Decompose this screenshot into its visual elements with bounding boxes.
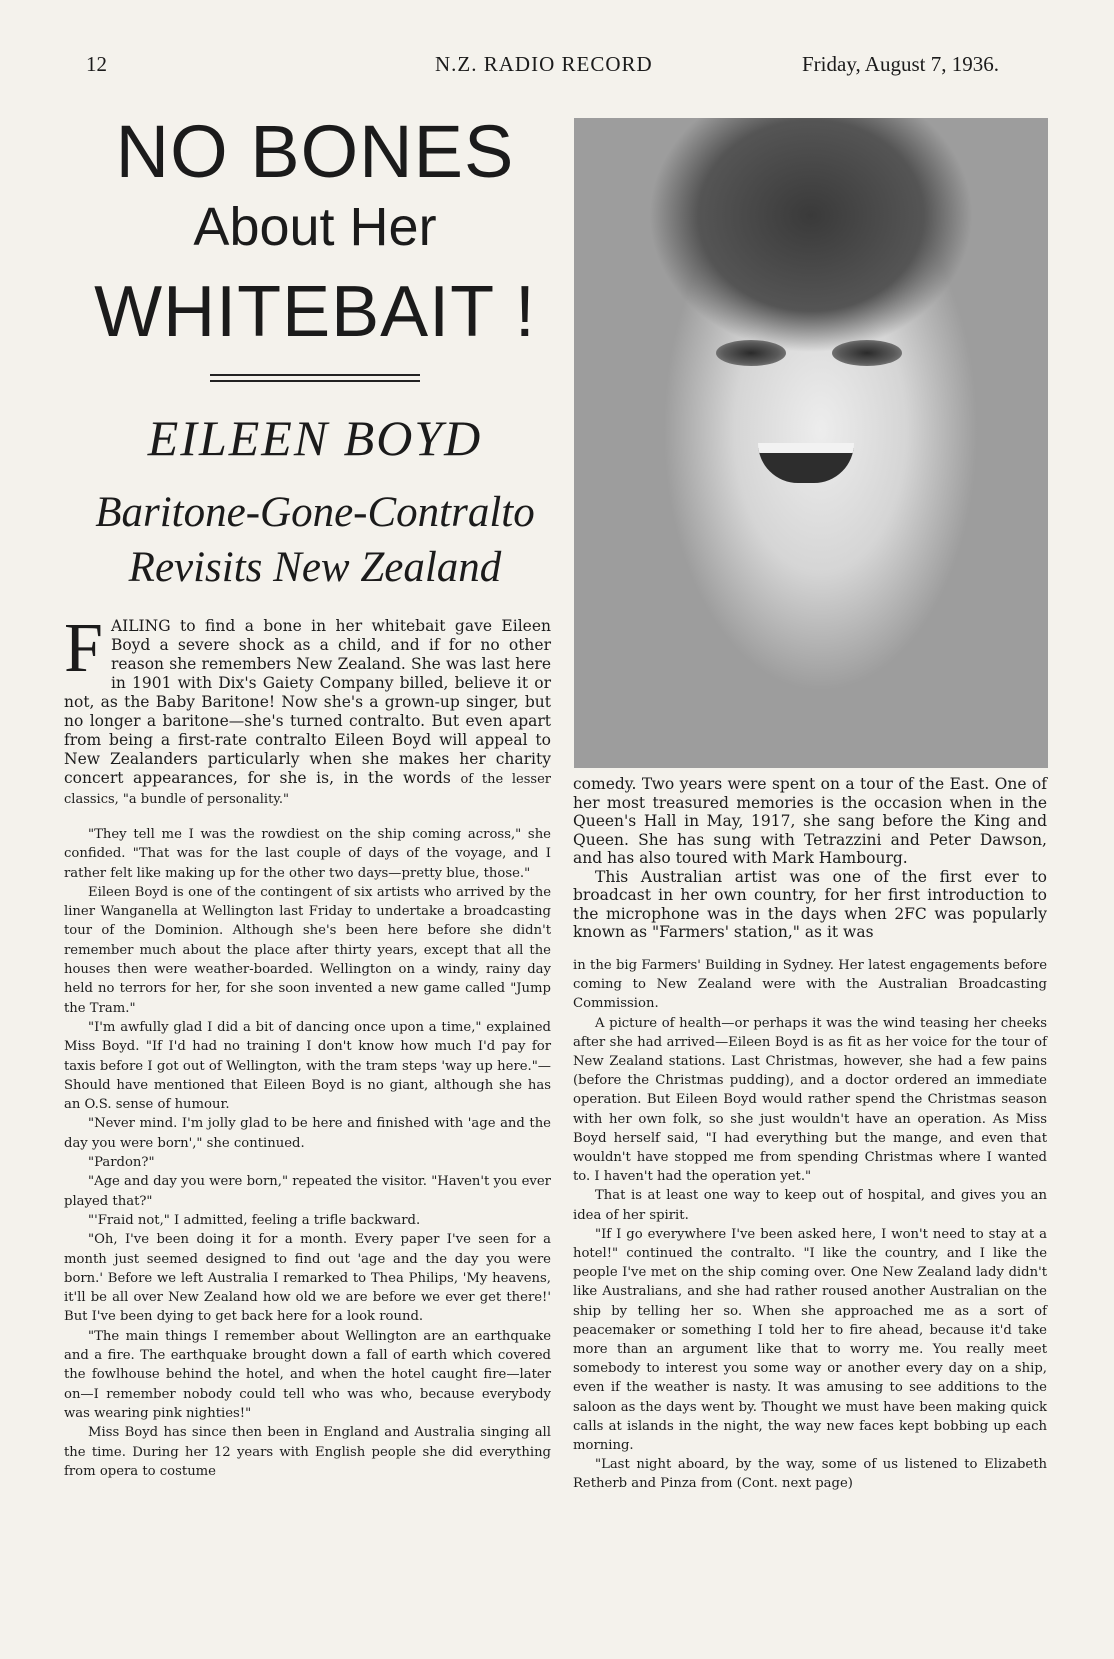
paragraph: in the big Farmers' Building in Sydney. Her latest engagements before coming to New Zealand were with the Australian Broadcasting Commission. bbox=[573, 958, 1047, 1012]
portrait-smile bbox=[758, 443, 854, 483]
page-header bbox=[0, 52, 1114, 82]
artist-name: EILEEN BOYD bbox=[147, 410, 483, 466]
headline-divider bbox=[210, 374, 420, 376]
paragraph: "If I go everywhere I've been asked here, I won't need to stay at a hotel!" continued the contralto. "I like the country, and I like the people I've met on the ship coming over. One New Zealand lady didn't like Australians, and she had rather roused another Australian on the ship by telling her so. When she approached me as a sort of peacemaker or something I told her to fire ahead, because it'd take more than an argument like that to worry me. You really meet somebody to interest you some way or another every day on a ship, even if the weather is nasty. It was amusing to see additions to the saloon as the days went by. Thought we must have been making quick calls at islands in the night, the way new faces kept bobbing up each morning. bbox=[573, 1226, 1047, 1454]
publication-title: N.Z. RADIO RECORD bbox=[435, 52, 653, 76]
headline-line-1: NO BONES bbox=[115, 110, 515, 193]
subtitle-line-1: Baritone-Gone-Contralto bbox=[95, 489, 535, 536]
paragraph: "Age and day you were born," repeated the visitor. "Haven't you ever played that?" bbox=[64, 1174, 551, 1209]
paragraph: "The main things I remember about Wellington are an earthquake and a fire. The earthquake brought down a fall of earth which covered the fowlhouse behind the hotel, and when the hotel caught fire—later on—I remember nobody could tell who was who, because everybody was wearing pink nighties!" bbox=[64, 1328, 551, 1421]
paragraph: "Never mind. I'm jolly glad to be here and finished with 'age and the day you were born'," she continued. bbox=[64, 1116, 551, 1151]
lead-text: AILING to find a bone in her whitebait gave Eileen Boyd a severe shock as a child, and if for no other reason she remembers New Zealand. She was last here in 1901 with Dix's Gaiety Company billed, believe it or not, as the Baby Baritone! Now she's a grown-up singer, but no longer a baritone—she's turned contralto. But even apart from being a first-rate contralto Eileen Boyd will appeal to New Zealanders particularly when she makes her charity concert appearances, for she is, in the words bbox=[64, 617, 551, 787]
paragraph: "I'm awfully glad I did a bit of dancing once upon a time," explained Miss Boyd. "If I'd had no training I don't know how much I'd pay for taxis before I got out of Wellington, with the tram steps 'way up here."—Should have mentioned that Eileen Boyd is no giant, although she has an O.S. sense of humour. bbox=[64, 1019, 551, 1113]
drop-cap: F bbox=[64, 610, 103, 687]
paragraph: comedy. Two years were spent on a tour of the East. One of her most treasured memories is the occasion when in the Queen's Hall in May, 1917, she sang before the King and Queen. She has sung with Tetrazzini and Peter Dawson, and has also toured with Mark Hambourg. bbox=[573, 775, 1047, 867]
paragraph: "'Fraid not," I admitted, feeling a trifle backward. bbox=[88, 1212, 421, 1228]
portrait-right-eye bbox=[832, 340, 902, 366]
subtitle-line-2: Revisits New Zealand bbox=[128, 544, 502, 591]
paragraph: "Oh, I've been doing it for a month. Every paper I've seen for a month just seemed designed to find out 'age and the day you were born.' Before we left Australia I remarked to Thea Philips, 'My heavens, it'll be all over New Zealand how old we are before we ever get there!' But I've been dying to get back here for a look round. bbox=[64, 1232, 551, 1325]
right-column bbox=[573, 956, 1047, 1494]
portrait-left-eye bbox=[716, 340, 786, 366]
headline-divider-lower bbox=[210, 380, 420, 382]
paragraph: "They tell me I was the rowdiest on the ship coming across," she confided. "That was for the last couple of days of the voyage, and I rather felt like making up for the other two days—pretty blue, those." bbox=[64, 827, 551, 881]
lead-text-tail: of the lesser classics, "a bundle of personality." bbox=[64, 772, 552, 807]
paragraph: "Pardon?" bbox=[88, 1155, 155, 1171]
paragraph: That is at least one way to keep out of hospital, and gives you an idea of her spirit. bbox=[573, 1188, 1047, 1223]
paragraph: This Australian artist was one of the first ever to broadcast in her own country, for her first introduction to the microphone was in the days when 2FC was popularly known as "Farmers' station," as it was bbox=[573, 867, 1047, 941]
paragraph: "Last night aboard, by the way, some of us listened to Elizabeth Retherb and Pinza from (Cont. next page) bbox=[573, 1457, 1047, 1492]
right-column-top bbox=[573, 775, 1047, 942]
headline-line-3: WHITEBAIT ! bbox=[94, 272, 536, 352]
paragraph: Eileen Boyd is one of the contingent of six artists who arrived by the liner Wanganella at Wellington last Friday to undertake a broadcasting tour of the Dominion. Although she's been here before she didn't remember much about the place after thirty years, except that all the houses then were weather-boarded. Wellington on a windy, rainy day held no terrors for her, for she soon invented a new game called "Jump the Tram." bbox=[64, 884, 551, 1016]
headline-line-2: About Her bbox=[193, 197, 437, 257]
page-number: 12 bbox=[86, 52, 107, 76]
left-column bbox=[64, 825, 551, 1481]
lead-paragraph bbox=[64, 610, 552, 809]
portrait-photo bbox=[574, 118, 1048, 768]
paragraph: Miss Boyd has since then been in England and Australia singing all the time. During her 12 years with English people she did everything from opera to costume bbox=[64, 1425, 551, 1479]
paragraph: A picture of health—or perhaps it was the wind teasing her cheeks after she had arrived—Eileen Boyd is as fit as her voice for the tour of New Zealand stations. Last Christmas, however, she had a few pains (before the Christmas pudding), and a doctor ordered an immediate operation. But Eileen Boyd would rather spend the Christmas season with her own folk, so she just wouldn't have an operation. As Miss Boyd herself said, "I had everything but the mange, and even that wouldn't have stopped me from spending Christmas where I wanted to. I haven't had the operation yet." bbox=[573, 1015, 1047, 1185]
issue-date: Friday, August 7, 1936. bbox=[802, 52, 999, 76]
